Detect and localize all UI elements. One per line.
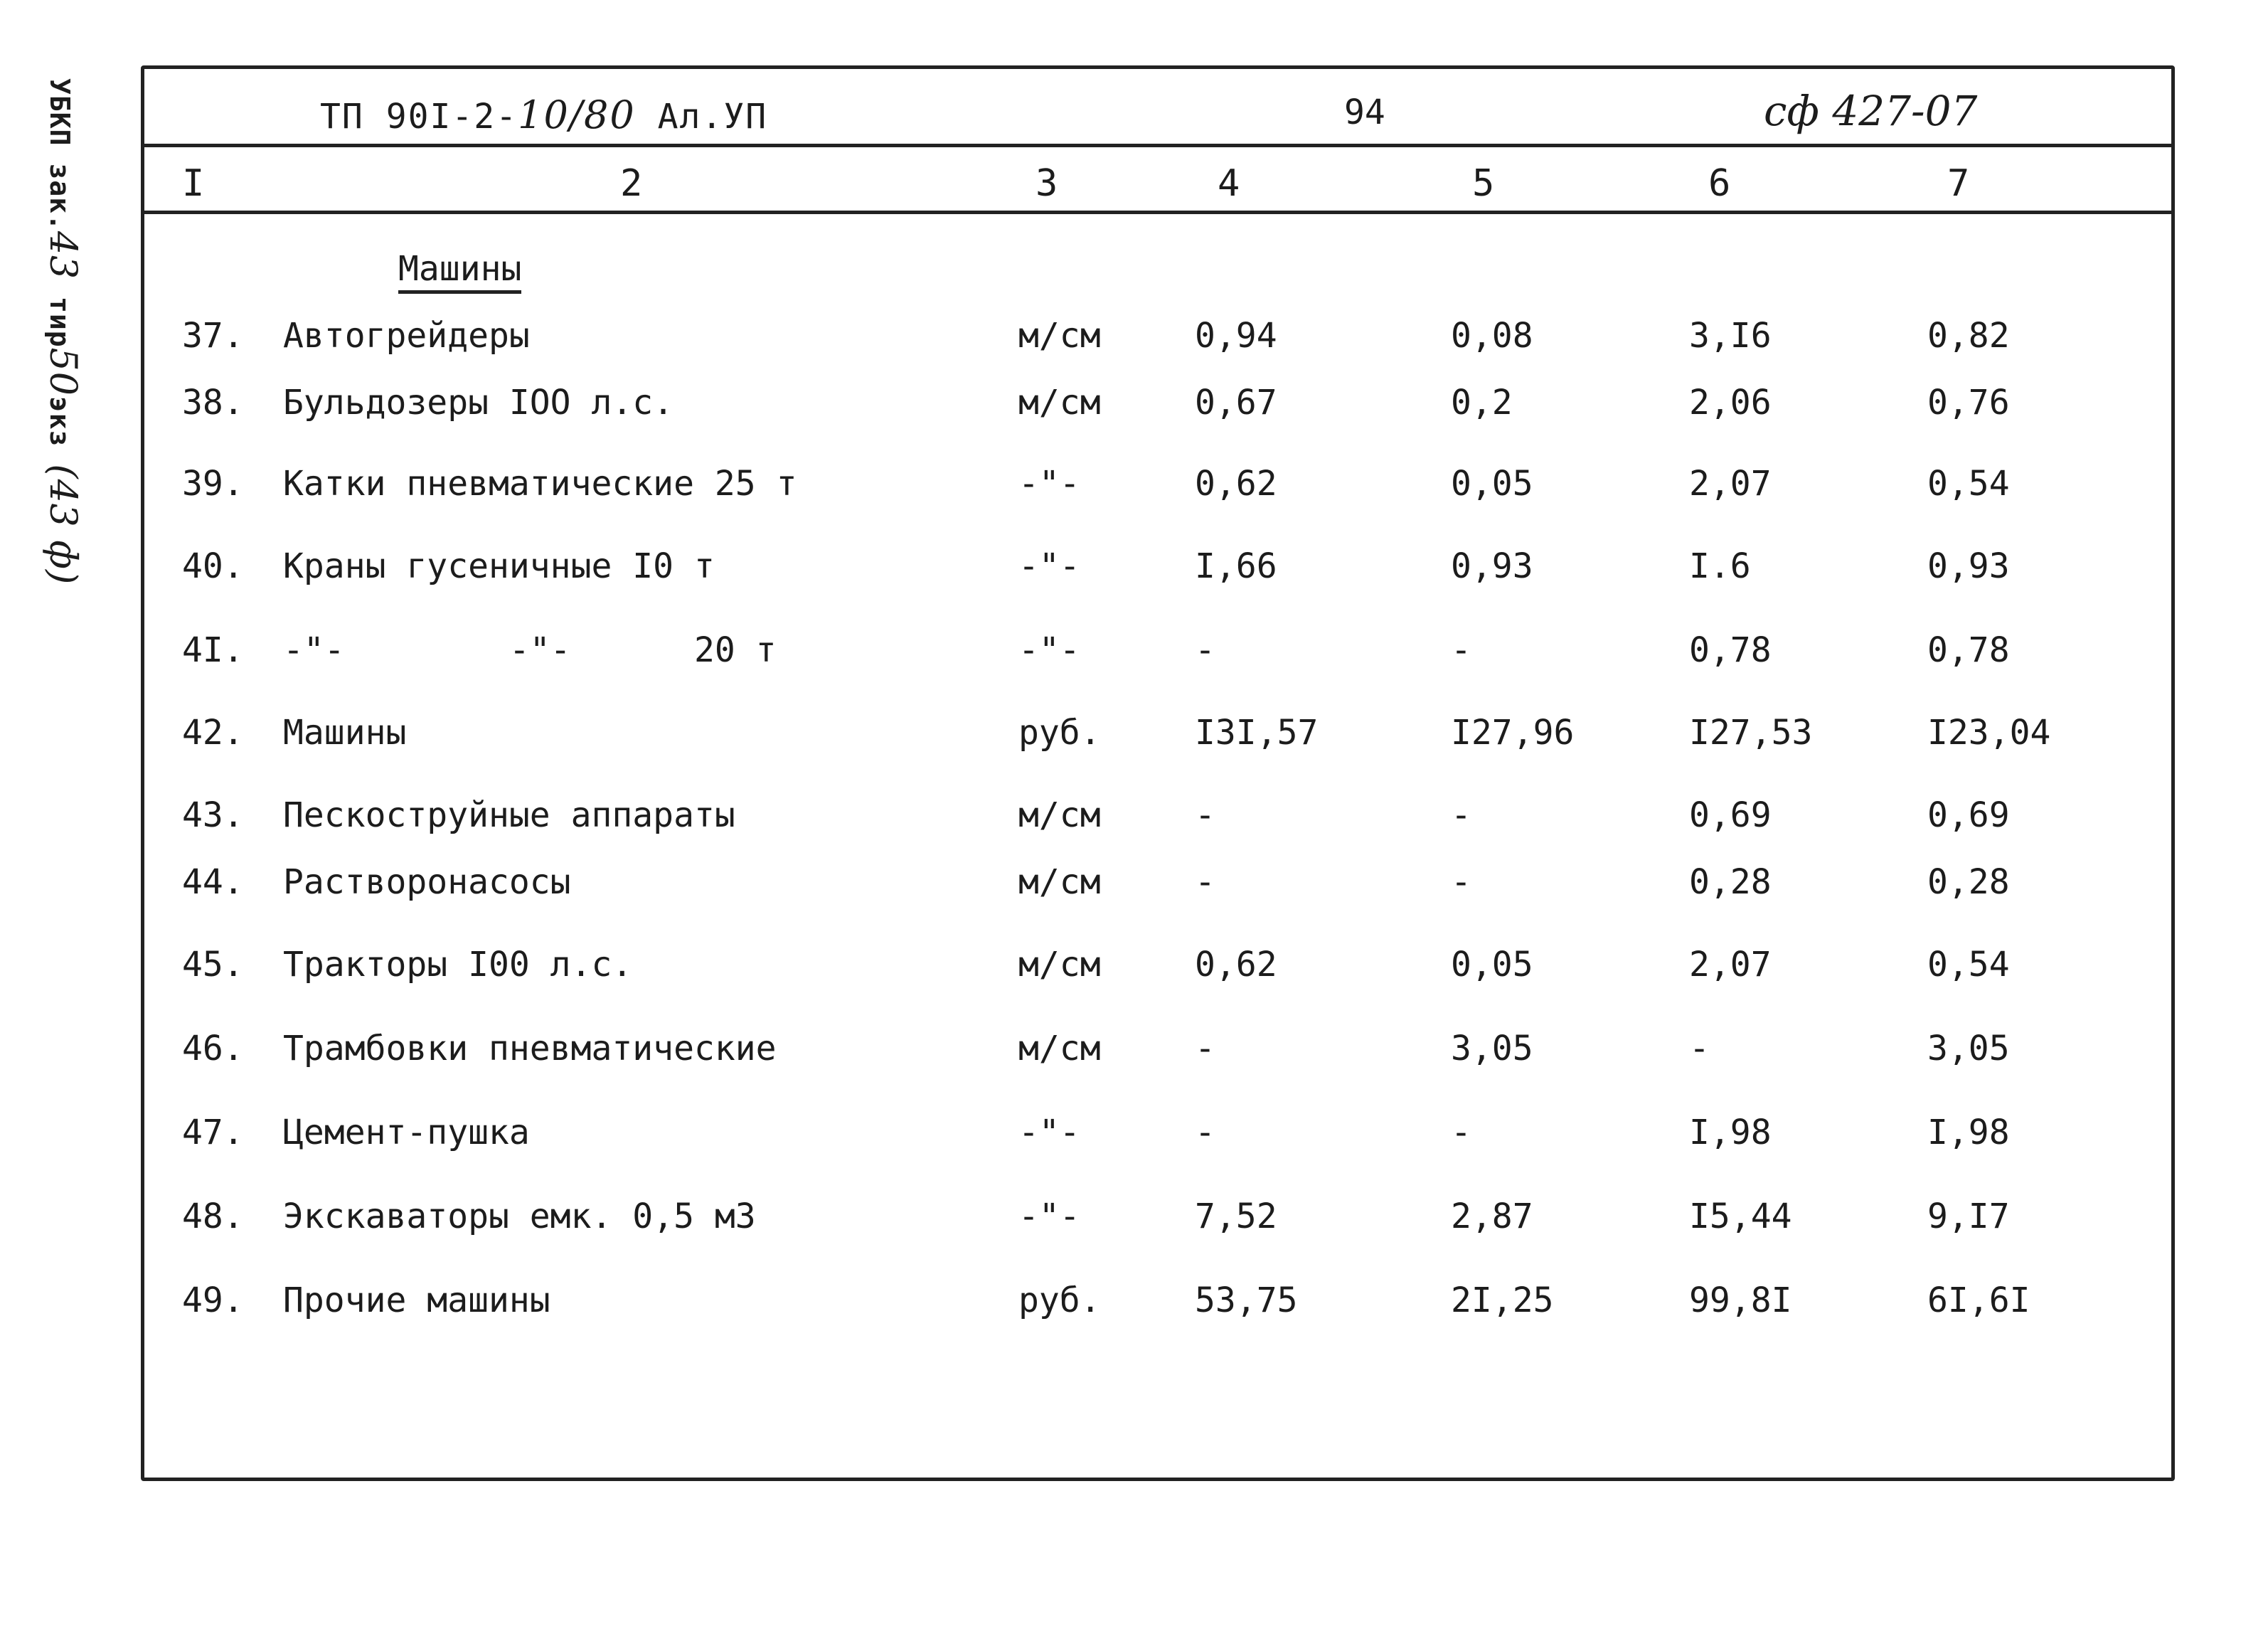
row-col-7: I23,04 [1927,713,2051,753]
row-col-5: 0,08 [1451,316,1533,356]
row-col-6: I,98 [1689,1113,1772,1152]
row-col-7: 0,93 [1927,546,2010,586]
row-name: Пескоструйные аппараты [283,795,735,835]
row-col-7: 0,54 [1927,945,2010,985]
row-unit: м/см [1018,316,1101,356]
row-number: 43. [182,795,244,835]
row-number: 39. [182,464,244,504]
row-col-6: 2,06 [1689,383,1772,423]
row-unit: м/см [1018,383,1101,423]
row-col-6: - [1689,1029,1710,1068]
row-col-6: 2,07 [1689,945,1772,985]
column-number-4: 4 [1218,162,1240,205]
row-col-5: 0,05 [1451,945,1533,985]
table-row [0,1197,2268,1246]
row-col-6: I27,53 [1689,713,1813,753]
reference-number: сф 427-07 [1764,87,1978,135]
row-col-5: 2I,25 [1451,1280,1554,1320]
row-col-7: 3,05 [1927,1029,2010,1068]
row-col-4: 0,94 [1195,316,1277,356]
row-unit: м/см [1018,795,1101,835]
row-col-5: 2,87 [1451,1197,1533,1236]
row-col-6: 3,I6 [1689,316,1772,356]
table-row [0,546,2268,596]
row-col-7: 0,76 [1927,383,2010,423]
row-col-7: 6I,6I [1927,1280,2030,1320]
section-title: Машины [398,249,521,294]
table-row [0,713,2268,763]
row-col-6: 99,8I [1689,1280,1792,1320]
row-col-4: - [1195,630,1215,670]
table-row [0,316,2268,366]
row-number: 40. [182,546,244,586]
code-handwritten: 10/80 [518,92,636,137]
row-name: Краны гусеничные I0 т [283,546,715,586]
row-col-4: - [1195,1029,1215,1068]
row-col-4: I,66 [1195,546,1277,586]
row-col-4: - [1195,795,1215,835]
row-col-7: 0,28 [1927,862,2010,902]
row-unit: м/см [1018,1029,1101,1068]
row-col-5: - [1451,795,1471,835]
row-col-5: 3,05 [1451,1029,1533,1068]
row-number: 44. [182,862,244,902]
row-col-5: - [1451,862,1471,902]
table-row [0,945,2268,994]
table-row [0,795,2268,845]
row-number: 38. [182,383,244,423]
row-col-7: I,98 [1927,1113,2010,1152]
row-number: 48. [182,1197,244,1236]
row-unit: м/см [1018,862,1101,902]
row-name: Экскаваторы емк. 0,5 м3 [283,1197,756,1236]
table-row [0,1280,2268,1330]
row-name: Трамбовки пневматические [283,1029,777,1068]
row-unit: руб. [1018,713,1101,753]
column-number-5: 5 [1472,162,1495,205]
table-row [0,1029,2268,1078]
code-prefix: ТП 90I-2- [320,97,518,137]
row-name: Автогрейдеры [283,316,530,356]
row-col-6: I5,44 [1689,1197,1792,1236]
code-suffix: Ал.УП [635,97,768,137]
stamp-sheets: (43 ф) [41,464,84,585]
row-number: 4I. [182,630,244,670]
row-col-5: 0,05 [1451,464,1533,504]
row-name: Машины [283,713,407,753]
row-col-5: - [1451,1113,1471,1152]
row-col-7: 0,82 [1927,316,2010,356]
row-name: Прочие машины [283,1280,550,1320]
row-col-4: - [1195,862,1215,902]
column-number-7: 7 [1947,162,1970,205]
row-col-5: - [1451,630,1471,670]
stamp-org: УБКП зак. [44,78,75,231]
row-col-7: 9,I7 [1927,1197,2010,1236]
row-col-5: 0,2 [1451,383,1513,423]
row-col-6: 0,78 [1689,630,1772,670]
row-col-5: 0,93 [1451,546,1533,586]
row-number: 46. [182,1029,244,1068]
row-col-4: 7,52 [1195,1197,1277,1236]
row-number: 49. [182,1280,244,1320]
stamp-tail: экз [44,396,75,447]
row-name: Тракторы I00 л.с. [283,945,633,985]
stamp-run: 50 [41,347,84,396]
row-number: 37. [182,316,244,356]
page-number: 94 [1344,92,1385,132]
row-col-5: I27,96 [1451,713,1575,753]
row-name: Катки пневматические 25 т [283,464,797,504]
table-row [0,630,2268,680]
row-col-6: 0,28 [1689,862,1772,902]
stamp-print: тир [44,296,75,348]
row-unit: -"- [1018,464,1080,504]
row-col-6: 2,07 [1689,464,1772,504]
row-number: 42. [182,713,244,753]
column-number-1: I [182,162,205,205]
row-name: Растворонасосы [283,862,571,902]
row-col-7: 0,69 [1927,795,2010,835]
row-unit: -"- [1018,546,1080,586]
row-number: 45. [182,945,244,985]
row-col-4: - [1195,1113,1215,1152]
row-col-4: 53,75 [1195,1280,1298,1320]
column-number-6: 6 [1708,162,1731,205]
row-name: -"- -"- 20 т [283,630,777,670]
row-unit: руб. [1018,1280,1101,1320]
document-code [320,92,767,137]
row-name: Цемент-пушка [283,1113,530,1152]
row-name: Бульдозеры IОО л.с. [283,383,674,423]
header-divider [141,144,2175,147]
row-col-4: 0,67 [1195,383,1277,423]
column-number-2: 2 [620,162,643,205]
row-col-4: 0,62 [1195,945,1277,985]
stamp-order-number: 43 [41,230,84,280]
row-col-6: 0,69 [1689,795,1772,835]
table-row [0,1113,2268,1162]
column-number-3: 3 [1035,162,1058,205]
row-number: 47. [182,1113,244,1152]
row-col-7: 0,78 [1927,630,2010,670]
row-col-6: I.6 [1689,546,1751,586]
row-col-7: 0,54 [1927,464,2010,504]
column-number-divider [141,211,2175,214]
row-col-4: I3I,57 [1195,713,1319,753]
row-col-4: 0,62 [1195,464,1277,504]
row-unit: м/см [1018,945,1101,985]
row-unit: -"- [1018,1197,1080,1236]
table-row [0,383,2268,433]
table-row [0,862,2268,912]
table-row [0,464,2268,514]
row-unit: -"- [1018,630,1080,670]
row-unit: -"- [1018,1113,1080,1152]
